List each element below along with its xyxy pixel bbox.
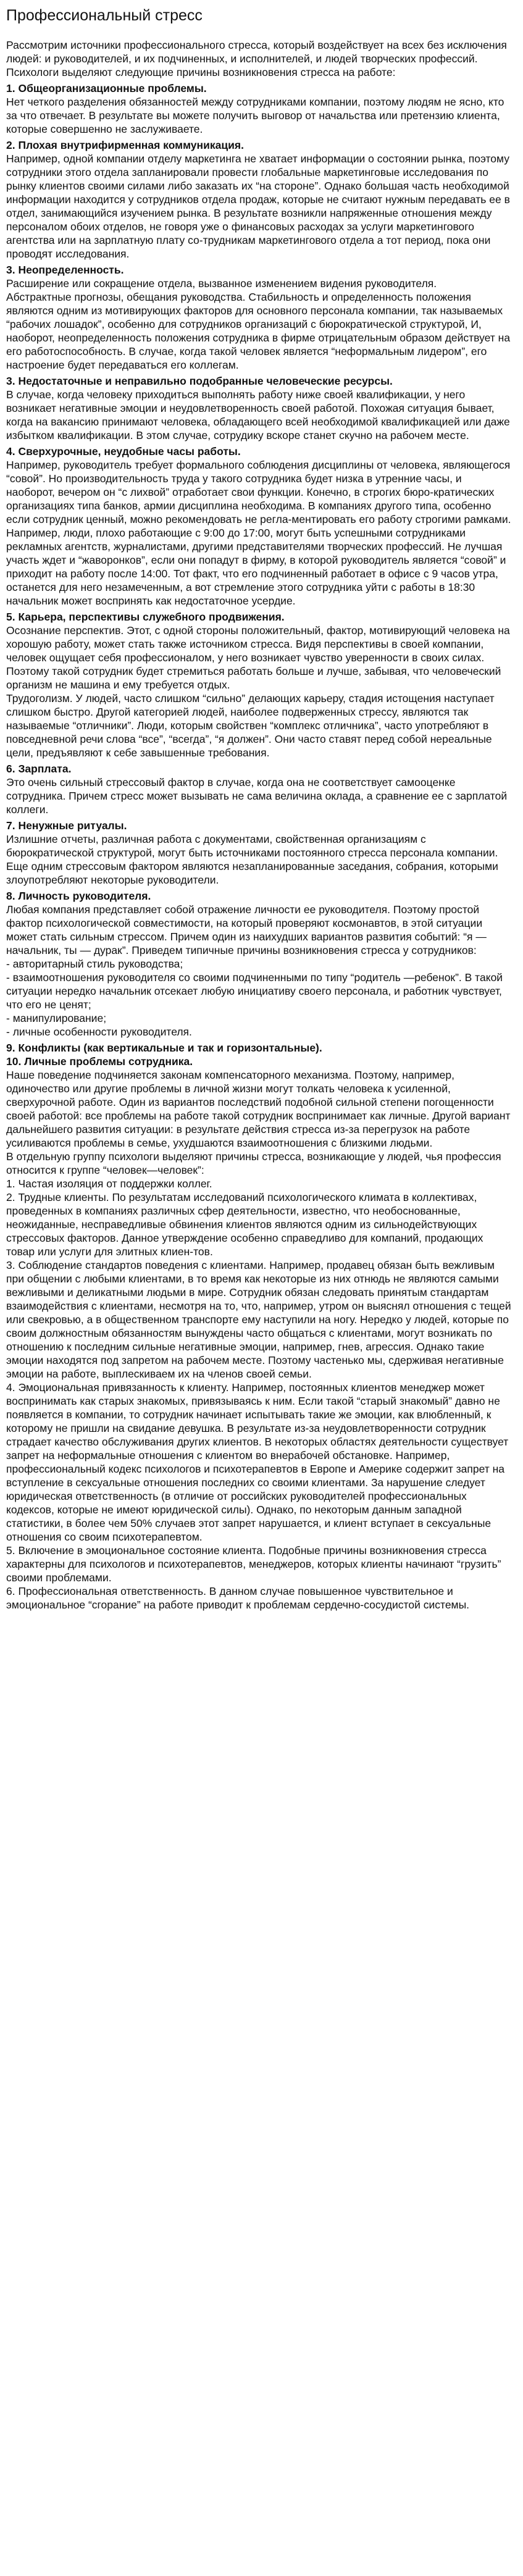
section-heading: 4. Сверхурочные, неудобные часы работы. (6, 445, 241, 458)
section-heading: 9. Конфликты (как вертикальные и так и горизонтальные). (6, 1042, 322, 1054)
paragraph: Например, одной компании отделу маркетинга не хватает информации о состоянии рынка, поэтому сотрудники этого отдела запланировали провести глобальные маркетинговые исследования по рынку клиентов своими силами либо заказать их “на стороне”. Однако большая часть необходимой информации находится у сотрудников отдела продаж, которые не считают нужным передавать ее в отдел, занимающийся изучением рынка. В результате возникли напряженные отношения между персоналом обоих отделов, не говоря уже о финансовых расходах за услуги маркетингового агентства или на зарплатную плату со-трудникам маркетингового отдела а тот период, пока они проводят исследования. (6, 153, 510, 260)
paragraph: 5. Включение в эмоциональное состояние клиента. Подобные причины возникновения стресса характерны для психологов и психотерапевтов, менеджеров, которых клиенты начинают “грузить” своими проблемами. (6, 1544, 501, 1584)
section-heading: 3. Неопределенность. (6, 264, 124, 276)
paragraph: Психологи выделяют следующие причины возникновения стресса на работе: (6, 66, 396, 78)
paragraph: Абстрактные прогнозы, обещания руководства. Стабильность и определенность положения являются одним из мотивирующих факторов для основного персонала компании, так называемых “рабочих лошадок”, особенно для сотрудников организаций с бюрократической структурой, И, наоборот, неопределенность положения сотрудника в фирме отрицательным образом действует на его работоспособность. В случае, когда такой человек является “неформальным лидером”, его настроение будет передаваться его коллегам. (6, 291, 511, 371)
article-body (6, 38, 512, 1612)
paragraph: 3. Соблюдение стандартов поведения с клиентами. Например, продавец обязан быть вежливым при общении с любыми клиентами, в то время как некоторые из них отнюдь не являются самыми вежливыми и деликатными людьми в мире. Сотрудник обязан следовать принятым стандартам взаимодействия с клиентами, несмотря на то, что, например, утром он выяснял отношения с тещей или свекровью, а в общественном транспорте ему наступили на ногу. Нередко у людей, которые по своим должностным обязанностям вынуждены часто общаться с клиентами, могут возникать по отношению к последним сильные негативные эмоции, например, гнев, агрессия. Однако такие эмоции находятся под запретом на рабочем месте. Поэтому частенько мы, сдерживая негативные эмоции на работе, выплескиваем их на членов своей семьи. (6, 1259, 511, 1380)
paragraph: Это очень сильный стрессовый фактор в случае, когда она не соответствует самооценке сотрудника. Причем стресс может вызывать не сама величина оклада, а сравнение ее с зарплатой коллеги. (6, 776, 508, 816)
paragraph: Любая компания представляет собой отражение личности ее руководителя. Поэтому простой фактор психологической совместимости, на который проверяют космонавтов, в этой ситуации может стать сильным стрессом. Причем один из наихудших вариантов развития событий: “я — начальник, ты — дурак”. Приведем типичные причины возникновения стресса у сотрудников: (6, 903, 487, 956)
paragraph: Например, руководитель требует формального соблюдения дисциплины от человека, являющегося “совой”. Но производительность труда у такого сотрудника будет низка в утренние часы, и наоборот, вечером он “с лихвой” отработает свои функции. Конечно, в строгих бюро-кратических организациях типа банков, армии дисциплина необходима. В компаниях другого типа, особенно если сотрудник ценный, можно рекомендовать не регла-ментировать его работу строгими рамками. Например, люди, плохо работающие с 9:00 до 17:00, могут быть успешными сотрудниками рекламных агентств, журналистами, другими представителями творческих профессий. Не лучшая участь ждет и “жаворонков”, если они попадут в фирму, в которой руководитель является “совой” и приходит на работу после 14:00. Тот факт, что его подчиненный работает в офисе с 9 часов утра, останется для него незамеченным, а вот стремление этого сотрудника уйти с работы в 18:30 начальник может воспринять как недостаточное усердие. (6, 459, 511, 607)
paragraph: Наше поведение подчиняется законам компенсаторного механизма. Поэтому, например, одиночество или другие проблемы в личной жизни могут толкать человека к усиленной, сверхурочной работе. Один из вариантов последствий подобной сильной степени погощенности своей работой: все проблемы на работе такой сотрудник воспринимает как личные. Другой вариант дальнейшего развития ситуации: в результате действия стресса из-за перегрузок на работе усиливаются проблемы в семье, ухудшаются взаимоотношения с близкими людьми. (6, 1069, 511, 1149)
paragraph: 6. Профессиональная ответственность. В данном случае повышенное чувствительное и эмоциональное “сгорание” на работе приводит к проблемам сердечно-сосудистой системы. (6, 1585, 470, 1611)
paragraph: 2. Трудные клиенты. По результатам исследований психологического климата в коллективах, проведенных в компаниях различных сфер деятельности, известно, что необоснованные, неожиданные, несправедливые обвинения клиентов являются одним из сильнодействующих стрессовых факторов. Данное утверждение особенно справедливо для компаний, продающих товар или услуги для элитных клиен-тов. (6, 1191, 483, 1258)
paragraph: В случае, когда человеку приходиться выполнять работу ниже своей квалификации, у него возникает негативные эмоции и неудовлетворенность своей работой. Похожая ситуация бывает, когда на вакансию принимают человека, обладающего всей необходимой квалификацией или даже избытком квалификации. В этом случае, сотрудику вскоре станет скучно на рабочем месте. (6, 388, 510, 441)
paragraph: - манипулирование; (6, 1012, 107, 1024)
page-title: Профессиональный стресс (6, 7, 203, 24)
paragraph: Нет четкого разделения обязанностей между сотрудниками компании, поэтому людям не ясно, кто за что отвечает. В результате вы можете получить выговор от начальства или претензию клиента, которые совершенно не заслуживаете. (6, 96, 504, 135)
section-heading: 10. Личные проблемы сотрудника. (6, 1055, 193, 1068)
section-heading: 8. Личность руководителя. (6, 890, 151, 902)
section-heading: 2. Плохая внутрифирменная коммуникация. (6, 139, 244, 151)
section-heading: 6. Зарплата. (6, 763, 72, 775)
paragraph: - авторитарный стиль руководства; (6, 958, 183, 970)
paragraph: Излишние отчеты, различная работа с документами, свойственная организациям с бюрократической структурой, могут быть источниками постоянного стресса персонала компании. Еще одним стрессовым фактором являются незапланированные заседания, собрания, которыми злоупотребляют некоторые руководители. (6, 833, 498, 886)
section-heading: 1. Общеорганизационные проблемы. (6, 82, 207, 94)
paragraph: Осознание перспектив. Этот, с одной стороны положительный, фактор, мотивирующий человека на хорошую работу, может стать также источником стресса. Видя перспективы в своей компании, человек ощущает себя профессионалом, у него возникает чувство уверенности в своих силах. Поэтому такой сотрудник будет стремиться работать больше и лучше, забывая, что человеческий организм не машина и ему требуется отдых. (6, 624, 510, 691)
paragraph: - взаимоотношения руководителя со своими подчиненными по типу “родитель —ребенок”. В такой ситуации нередко начальник отсекает любую инициативу своего персонала, и работник чувствует, что его не ценят; (6, 971, 503, 1011)
paragraph: В отдельную группу психологи выделяют причины стресса, возникающие у людей, чья профессия относится к группе “человек—человек”: (6, 1150, 501, 1176)
paragraph: 4. Эмоциональная привязанность к клиенту. Например, постоянных клиентов менеджер может воспринимать как старых знакомых, привязываясь к ним. Если такой “старый знакомый” давно не появляется в компании, то сотрудник начинает испытывать такие же эмоции, как влюбленный, к которому не пришли на свидание девушка. В результате из-за неудовлетворенности сотрудник страдает качество обслуживания других клиентов. В некоторых областях деятельности существует запрет на неформальные отношения с клиентом во внерабочей обстановке. Например, профессиональный кодекс психологов и психотерапевтов в Европе и Америке содержит запрет на вступление в сексуальные отношения последних со своими клиентами. За нарушение следует юридическая ответственность (в отличие от российских руководителей профессиональных кодексов, которые не имеют юридической силы). Однако, по некоторым данным западной статистики, в более чем 50% случаев этот запрет нарушается, и клиент вступает в сексуальные отношения со своим психотерапевтом. (6, 1381, 509, 1543)
section-heading: 5. Карьера, перспективы служебного продвижения. (6, 611, 285, 623)
paragraph: 1. Частая изоляция от поддержки коллег. (6, 1177, 212, 1190)
section-heading: 7. Ненужные ритуалы. (6, 819, 127, 832)
paragraph: - личные особенности руководителя. (6, 1026, 192, 1038)
paragraph: Трудоголизм. У людей, часто слишком “сильно” делающих карьеру, стадия истощения наступает слишком быстро. Другой категорией людей, наиболее подверженных стрессу, являются так называемые “отличники”. Люди, которым свойствен “комплекс отличника”, часто употребляют в повседневной речи слова “все”, “всегда”, “я должен”. Они часто ставят перед собой нереальные цели, предъявляют к себе завышенные требования. (6, 692, 495, 759)
paragraph: Рассмотрим источники профессионального стресса, который воздействует на всех без исключения людей: и руководителей, и их подчиненных, и исполнителей, и людей творческих профессий. (6, 39, 507, 65)
section-heading: 3. Недостаточные и неправильно подобранные человеческие ресурсы. (6, 375, 393, 387)
paragraph: Расширение или сокращение отдела, вызванное изменением видения руководителя. (6, 277, 437, 290)
